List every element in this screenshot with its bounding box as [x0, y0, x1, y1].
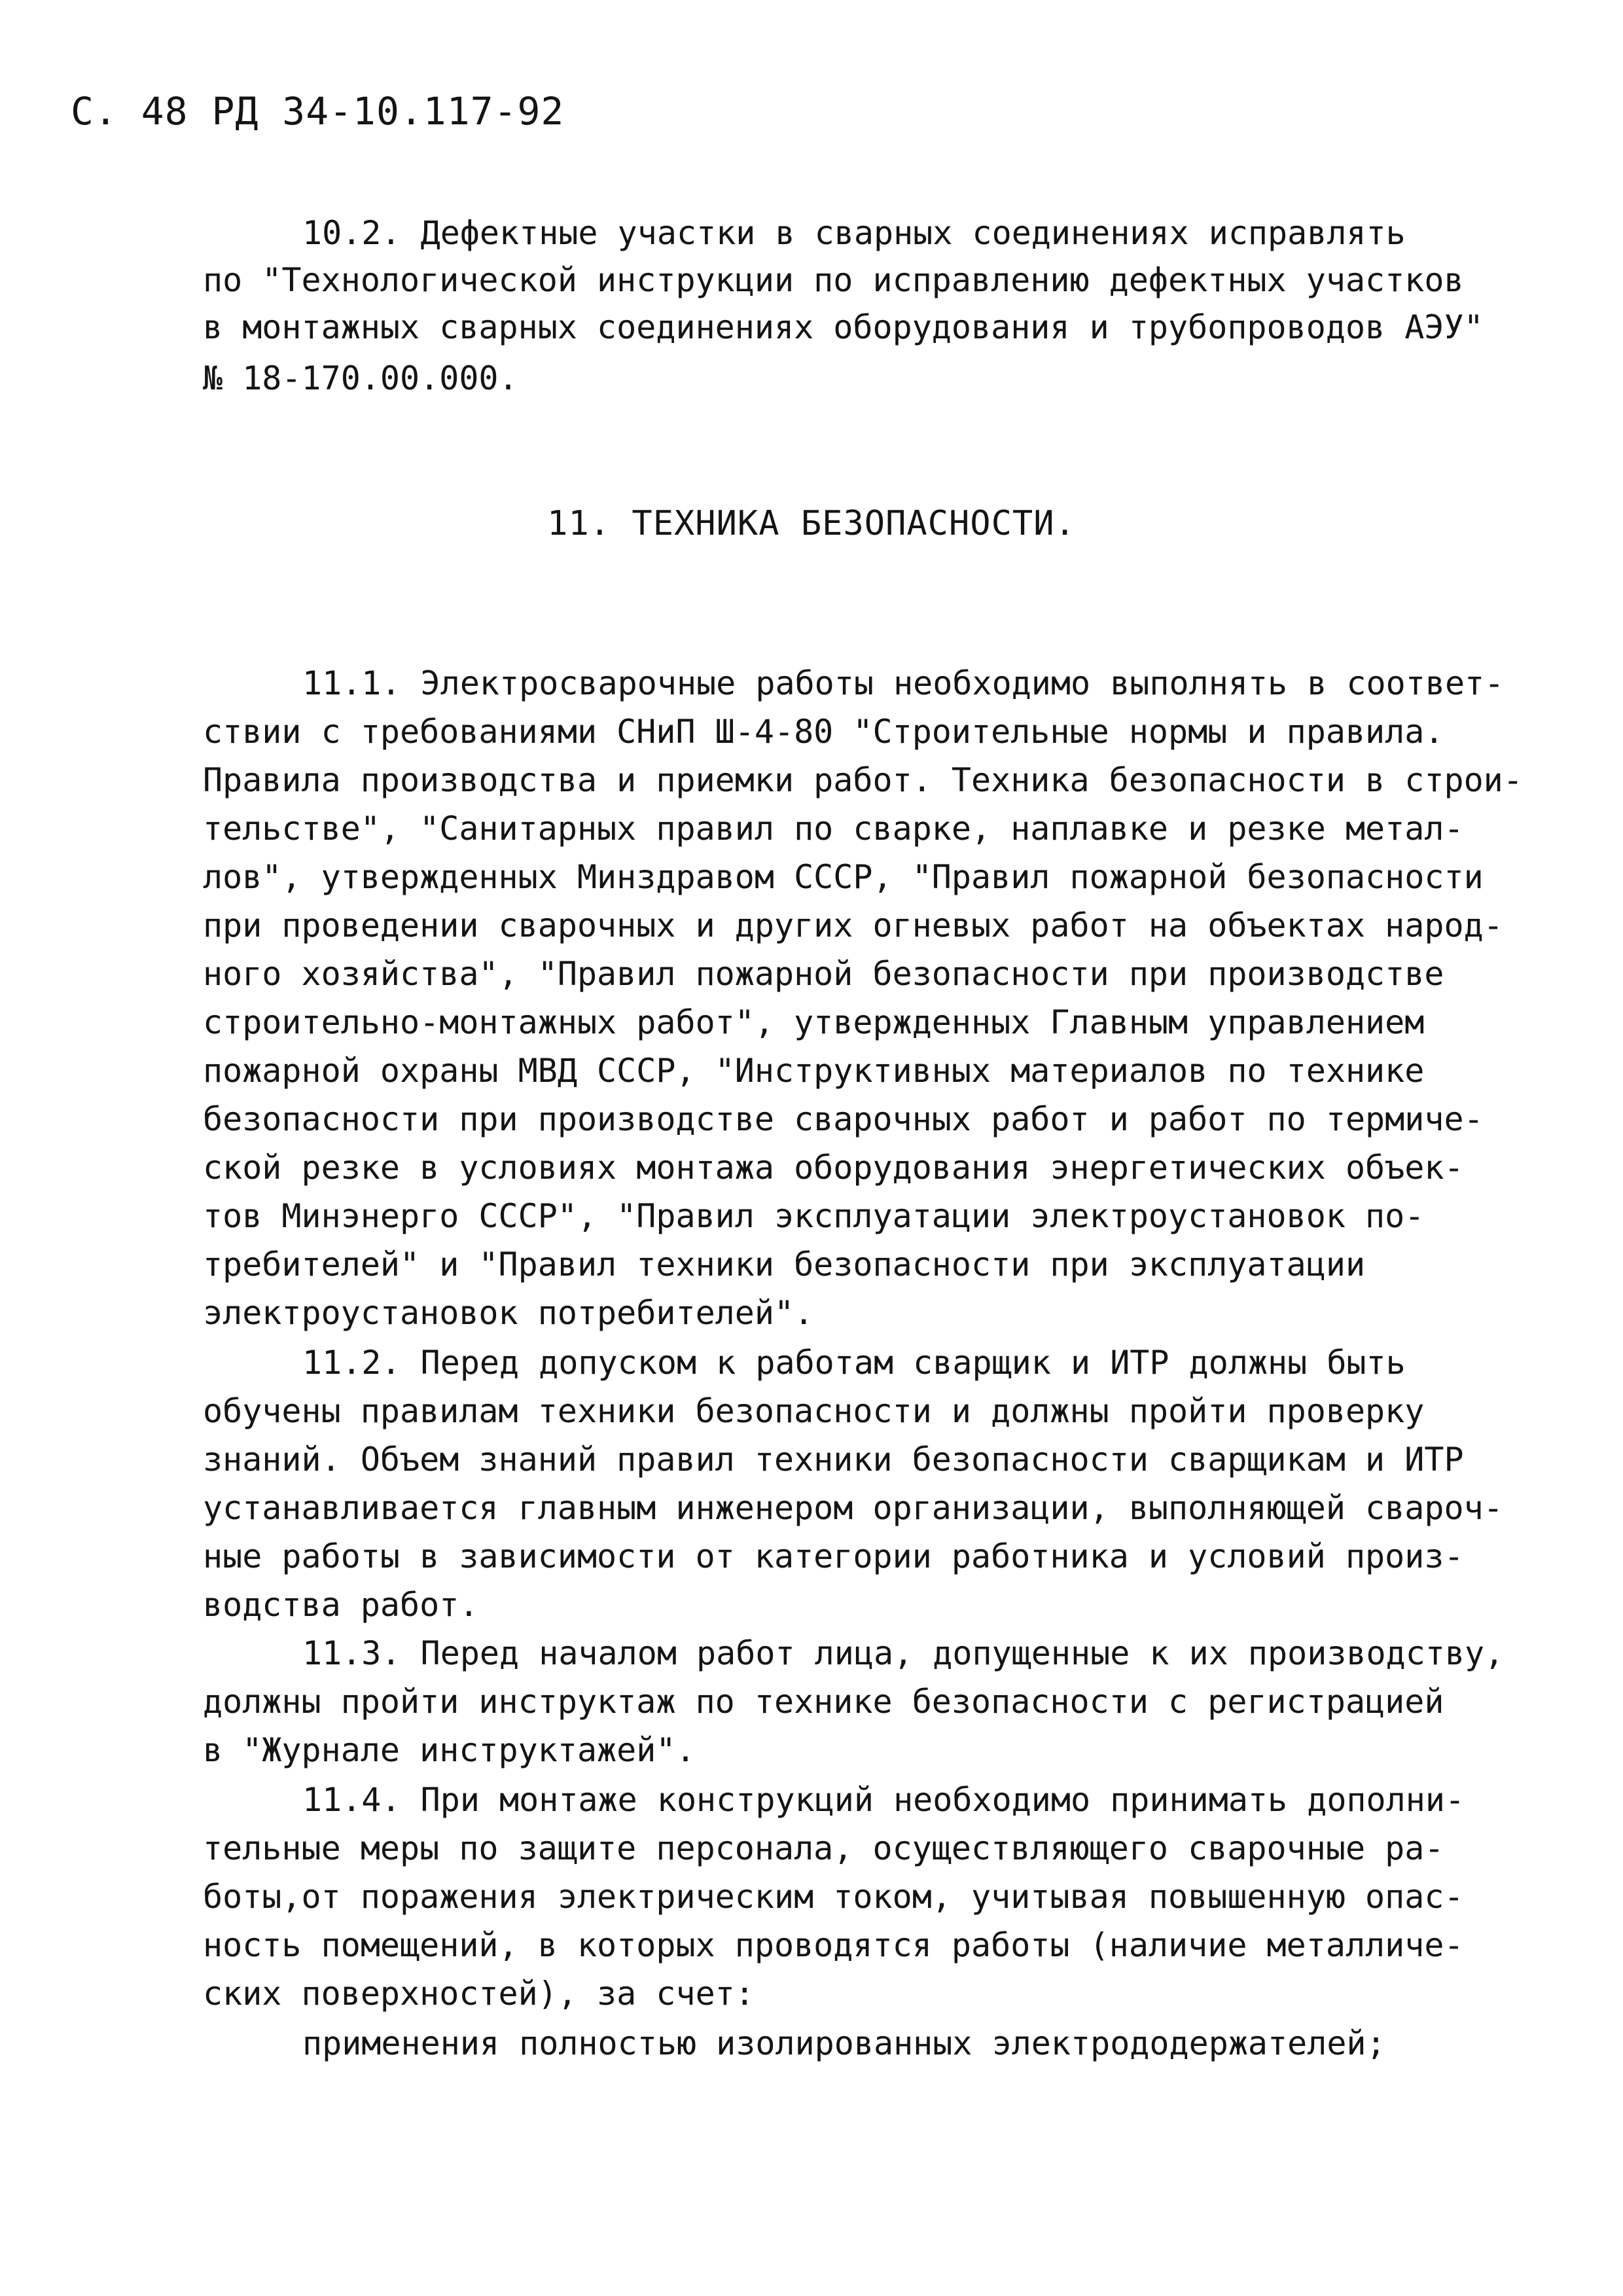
paragraph-10-2-line: в монтажных сварных соединениях оборудования и трубопроводов АЭУ": [203, 308, 1484, 346]
paragraph-11-1-line: 11.1. Электросварочные работы необходимо выполнять в соответ-: [302, 664, 1505, 702]
paragraph-10-2-line: 10.2. Дефектные участки в сварных соединениях исправлять: [302, 214, 1406, 252]
paragraph-11-1-line: пожарной охраны МВД СССР, "Инструктивных материалов по технике: [203, 1052, 1425, 1090]
paragraph-11-3-line: должны пройти инструктаж по технике безопасности с регистрацией: [203, 1683, 1444, 1721]
list-item: применения полностью изолированных электрододержателей;: [302, 2024, 1386, 2062]
paragraph-11-1-line: ного хозяйства", "Правил пожарной безопасности при производстве: [203, 955, 1444, 993]
paragraph-11-1-line: лов", утвержденных Минздравом СССР, "Правил пожарной безопасности: [203, 858, 1484, 896]
paragraph-11-1-line: ствии с требованиями СНиП Ш-4-80 "Строительные нормы и правила.: [203, 713, 1444, 751]
paragraph-11-4-line: тельные меры по защите персонала, осуществляющего сварочные ра-: [203, 1829, 1444, 1867]
paragraph-11-1-line: при проведении сварочных и других огневых работ на объектах народ-: [203, 906, 1503, 944]
paragraph-10-2-line: № 18-170.00.000.: [203, 359, 518, 397]
paragraph-11-4-line: 11.4. При монтаже конструкций необходимо принимать дополни-: [302, 1781, 1465, 1819]
paragraph-11-1-line: тов Минэнерго СССР", "Правил эксплуатации электроустановок по-: [203, 1197, 1425, 1235]
paragraph-11-3-line: 11.3. Перед началом работ лица, допущенные к их производству,: [302, 1634, 1505, 1672]
paragraph-11-2-line: знаний. Объем знаний правил техники безопасности сварщикам и ИТР: [203, 1441, 1464, 1479]
page-header: С. 48 РД 34-10.117-92: [71, 89, 565, 134]
paragraph-11-4-line: ских поверхностей), за счет:: [203, 1975, 755, 2013]
paragraph-11-1-line: требителей" и "Правил техники безопасности при эксплуатации: [203, 1246, 1366, 1283]
paragraph-11-1-line: Правила производства и приемки работ. Техника безопасности в строи-: [203, 761, 1523, 799]
paragraph-11-3-line: в "Журнале инструктажей".: [203, 1731, 696, 1769]
paragraph-11-2-line: водства работ.: [203, 1586, 479, 1624]
paragraph-11-1-line: тельстве", "Санитарных правил по сварке, наплавке и резке метал-: [203, 810, 1464, 848]
paragraph-11-1-line: безопасности при производстве сварочных работ и работ по термиче-: [203, 1100, 1484, 1138]
paragraph-10-2-line: по "Технологической инструкции по исправлению дефектных участков: [203, 261, 1464, 299]
paragraph-11-2-line: ные работы в зависимости от категории работника и условий произ-: [203, 1537, 1464, 1575]
section-heading: 11. ТЕХНИКА БЕЗОПАСНОСТИ.: [547, 504, 1076, 543]
paragraph-11-1-line: строительно-монтажных работ", утвержденных Главным управлением: [203, 1003, 1425, 1041]
paragraph-11-1-line: электроустановок потребителей".: [203, 1294, 814, 1332]
paragraph-11-4-line: боты,от поражения электрическим током, учитывая повышенную опас-: [203, 1878, 1464, 1916]
paragraph-11-1-line: ской резке в условиях монтажа оборудования энергетических объек-: [203, 1149, 1464, 1187]
paragraph-11-2-line: устанавливается главным инженером организации, выполняющей свароч-: [203, 1489, 1503, 1527]
paragraph-11-2-line: обучены правилам техники безопасности и должны пройти проверку: [203, 1392, 1425, 1430]
paragraph-11-2-line: 11.2. Перед допуском к работам сварщик и ИТР должны быть: [302, 1344, 1406, 1382]
paragraph-11-4-line: ность помещений, в которых проводятся работы (наличие металличе-: [203, 1926, 1464, 1964]
